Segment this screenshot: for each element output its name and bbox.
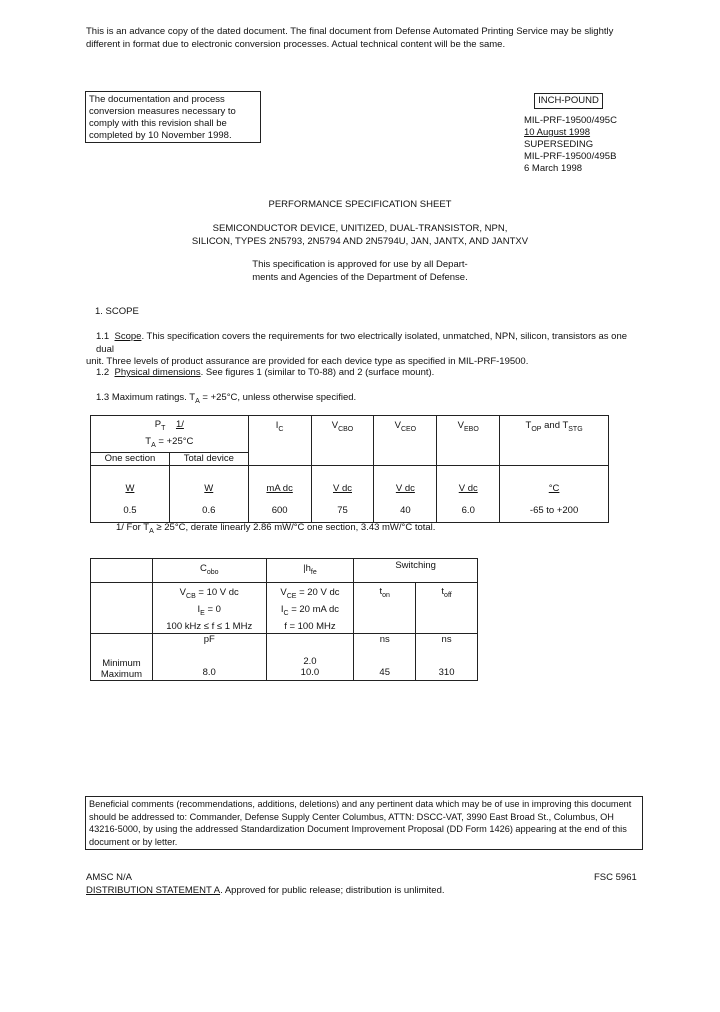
vebo-header: $V_{EBO}$ <box>437 416 500 466</box>
comments-line: Beneficial comments (recommendations, additions, deletions) and any pertinent data which may be of use in improving this document <box>89 799 632 809</box>
measures-line: The documentation and process <box>89 94 225 105</box>
paragraph-1-1-line2: unit. Three levels of product assurance are provided for each device type as specified in MIL-PRF-19500. <box>86 356 529 367</box>
switching-header: Switching <box>354 559 478 583</box>
doc-number: MIL-PRF-19500/495C <box>524 115 617 126</box>
total-device-header: Total device <box>169 452 248 465</box>
approval-line1: This specification is approved for use by all Depart- <box>252 259 468 270</box>
empty-cell <box>91 583 153 634</box>
measures-line: conversion measures necessary to <box>89 106 236 117</box>
superseding-label: SUPERSEDING <box>524 139 594 150</box>
table-cell: W 0.6 <box>169 465 248 522</box>
doc-date: 10 August 1998 <box>524 127 591 138</box>
table-cell: mA dc 600 <box>248 465 311 522</box>
advance-notice-line2: different in format due to electronic conversion processes. Actual technical content will be the same. <box>86 38 506 50</box>
old-doc-date: 6 March 1998 <box>524 163 583 174</box>
ton-header: $t_{on}$ <box>354 583 416 634</box>
cobo-values: pF 8.0 <box>152 633 266 680</box>
advance-notice <box>86 26 613 51</box>
hfe-conditions: $V_{CE} = 20$ V dc $I_C = 20$ mA dc f = 100 MHz <box>266 583 354 634</box>
document-id-block <box>524 115 617 175</box>
comments-box <box>85 796 643 850</box>
vcbo-header: $V_{CBO}$ <box>311 416 374 466</box>
measures-line: completed by 10 November 1998. <box>89 130 232 141</box>
paragraph-1-2: 1.2 Physical dimensions. See figures 1 (similar to T0-88) and 2 (surface mount). <box>96 367 435 378</box>
approval-line2: ments and Agencies of the Department of Defense. <box>252 271 468 283</box>
table-cell: V dc 75 <box>311 465 374 522</box>
documentation-measures-box <box>85 91 261 143</box>
toff-values: ns 310 <box>438 633 455 678</box>
hfe-values: 2.0 10.0 <box>266 633 354 680</box>
comments-line: 43216-5000, by using the addressed Standardization Document Improvement Proposal (DD Form 1426) appearing at the end of this <box>89 824 627 834</box>
maximum-ratings-table <box>90 415 609 523</box>
pt-header: $P_T$ 1/ $T_A = +25^\circ C$ <box>91 416 249 453</box>
device-title <box>0 223 720 248</box>
old-doc-number: MIL-PRF-19500/495B <box>524 151 617 162</box>
cobo-header: $C_{obo}$ <box>152 559 266 583</box>
paragraph-1-3: 1.3 Maximum ratings. $T_A = +25^\circ C$, unless otherwise specified. <box>96 392 357 405</box>
hfe-header: $|h_{fe}$ <box>266 559 354 583</box>
paragraph-1-1-line1: 1.1 Scope. This specification covers the requirements for two electrically isolated, unmatched, NPN, silicon, transistors as one dual <box>96 331 628 355</box>
measures-line: comply with this revision shall be <box>89 118 227 129</box>
distribution-statement: DISTRIBUTION STATEMENT A. Approved for public release; distribution is unlimited. <box>86 885 445 896</box>
inch-pound-label: INCH-POUND <box>534 93 603 109</box>
ton-values: ns 45 <box>354 633 416 680</box>
top-tstg-header: $T_{OP}$ and $T_{STG}$ <box>500 416 609 466</box>
scope-heading: 1. SCOPE <box>95 306 139 317</box>
toff-header: $t_{off}$ <box>416 583 478 634</box>
ic-header: $I_C$ <box>248 416 311 466</box>
advance-notice-line1: This is an advance copy of the dated document. The final document from Defense Automated Printing Service may be slightly <box>86 26 614 37</box>
comments-line: document or by letter. <box>89 836 178 847</box>
vceo-header: $V_{CEO}$ <box>374 416 437 466</box>
spec-title: PERFORMANCE SPECIFICATION SHEET <box>268 199 452 210</box>
table-cell: °C -65 to +200 <box>529 482 579 516</box>
derating-footnote: 1/ For $T_A \ge 25^\circ C$, derate linearly 2.86 mW/°C one section, 3.43 mW/°C total. <box>116 522 436 535</box>
empty-cell <box>91 559 153 583</box>
table-cell: V dc 6.0 <box>437 465 500 522</box>
paragraph-1-1 <box>86 331 646 369</box>
device-title-line2: SILICON, TYPES 2N5793, 2N5794 AND 2N5794U, JAN, JANTX, AND JANTXV <box>191 235 529 247</box>
fsc-label: FSC 5961 <box>594 872 637 883</box>
row-labels: Minimum Maximum <box>91 633 153 680</box>
table-cell: V dc 40 <box>374 465 437 522</box>
table-cell: W 0.5 <box>91 465 170 522</box>
cobo-conditions: $V_{CB} = 10$ V dc $I_E = 0$ 100 kHz ≤ f ≤ 1 MHz <box>152 583 266 634</box>
comments-line: should be addressed to: Commander, Defense Supply Center Columbus, ATTN: DSCC-VAT, 3990 East Broad St., Columbus, OH <box>89 811 614 822</box>
device-title-line1: SEMICONDUCTOR DEVICE, UNITIZED, DUAL-TRANSISTOR, NPN, <box>212 223 508 234</box>
one-section-header: One section <box>91 452 170 465</box>
amsc-label: AMSC N/A <box>86 872 132 883</box>
electrical-characteristics-table <box>90 558 478 681</box>
approval-statement <box>0 259 720 284</box>
